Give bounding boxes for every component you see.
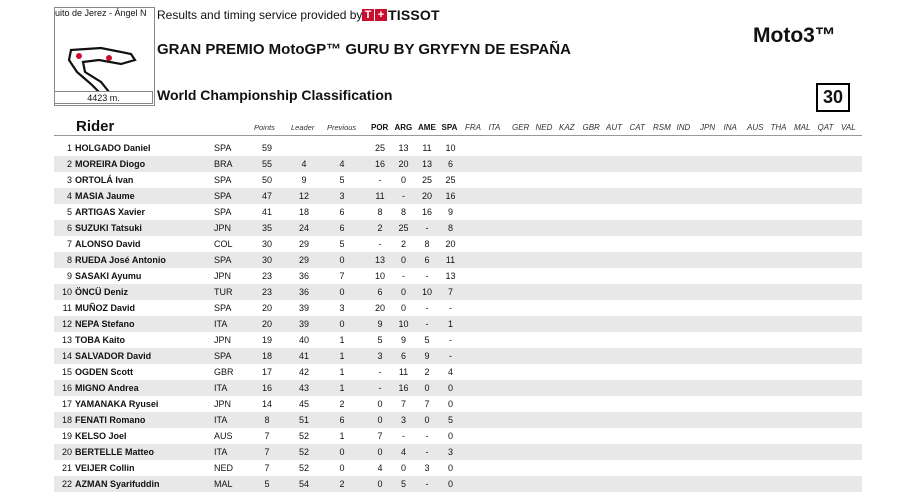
rider-position: 10 [61, 287, 72, 297]
rider-gap-previous: 6 [339, 415, 345, 425]
rider-nation: NED [214, 463, 234, 473]
rider-points: 23 [261, 271, 272, 281]
race-header-rsm: RSM [653, 123, 671, 132]
rider-name: ORTOLÁ Ivan [75, 175, 134, 185]
table-row [54, 460, 862, 476]
rider-gap-leader: 54 [298, 479, 309, 489]
race-points-ame: 10 [421, 287, 432, 297]
race-points-por: - [378, 239, 382, 249]
rider-gap-previous: 1 [339, 431, 345, 441]
rider-nation: ITA [214, 319, 228, 329]
rider-gap-leader: 9 [301, 175, 307, 185]
rider-name: NEPA Stefano [75, 319, 135, 329]
rider-nation: SPA [214, 191, 232, 201]
rider-nation: COL [214, 239, 233, 249]
rider-points: 59 [261, 143, 272, 153]
rider-gap-leader: 45 [298, 399, 309, 409]
rider-name: MUÑOZ David [75, 303, 136, 313]
race-points-arg: 5 [400, 479, 406, 489]
rider-name: SALVADOR David [75, 351, 152, 361]
table-row [54, 316, 862, 332]
table-row [54, 300, 862, 316]
rider-gap-leader: 29 [298, 239, 309, 249]
rider-position: 5 [66, 207, 72, 217]
rider-position: 9 [66, 271, 72, 281]
race-points-spa: 0 [447, 463, 453, 473]
race-points-por: 9 [377, 319, 383, 329]
event-title: GRAN PREMIO MotoGP™ GURU BY GRYFYN DE ESPAÑA [157, 41, 571, 58]
race-points-ame: 25 [421, 175, 432, 185]
track-map-icon [61, 20, 147, 98]
race-points-ame: 6 [424, 255, 430, 265]
table-row [54, 236, 862, 252]
race-header-gbr: GBR [582, 123, 600, 132]
table-row [54, 220, 862, 236]
table-row [54, 332, 862, 348]
race-points-spa: - [449, 351, 452, 361]
race-points-por: 0 [377, 479, 383, 489]
rider-position: 15 [61, 367, 72, 377]
race-header-kaz: KAZ [559, 123, 575, 132]
race-header-arg: ARG [394, 123, 413, 132]
rider-position: 21 [61, 463, 72, 473]
rider-gap-leader: 52 [298, 463, 309, 473]
rider-name: VEIJER Collin [75, 463, 135, 473]
race-points-ame: 3 [424, 463, 430, 473]
rider-position: 20 [61, 447, 72, 457]
race-points-por: 6 [377, 287, 383, 297]
race-header-mal: MAL [794, 123, 811, 132]
table-row [54, 284, 862, 300]
race-header-qat: QAT [817, 123, 834, 132]
rider-gap-previous: 1 [339, 367, 345, 377]
rider-gap-leader: 41 [298, 351, 309, 361]
rider-nation: BRA [214, 159, 233, 169]
race-points-por: 10 [374, 271, 385, 281]
rider-nation: ITA [214, 415, 228, 425]
race-points-ame: - [425, 447, 429, 457]
table-row [54, 348, 862, 364]
rider-position: 18 [61, 415, 72, 425]
rider-gap-leader: 43 [298, 383, 309, 393]
tissot-cross-icon: + [375, 9, 387, 21]
race-points-spa: 9 [447, 207, 453, 217]
rider-position: 2 [66, 159, 72, 169]
page-subtitle: World Championship Classification [157, 87, 393, 103]
rider-nation: JPN [214, 223, 232, 233]
rider-gap-previous: 3 [339, 303, 345, 313]
rider-name: MOREIRA Diogo [75, 159, 146, 169]
rider-gap-leader: 36 [298, 271, 309, 281]
rider-position: 1 [66, 143, 72, 153]
race-points-por: - [378, 175, 382, 185]
previous-header: Previous [327, 123, 357, 132]
rider-name: TOBA Kaito [75, 335, 126, 345]
rider-position: 16 [61, 383, 72, 393]
race-points-ame: 16 [421, 207, 432, 217]
race-points-spa: 25 [445, 175, 456, 185]
rider-name: SASAKI Ayumu [75, 271, 142, 281]
race-header-cat: CAT [629, 123, 645, 132]
rider-nation: GBR [214, 367, 234, 377]
race-points-spa: 5 [447, 415, 453, 425]
race-points-ame: - [425, 431, 429, 441]
race-points-ame: 13 [421, 159, 432, 169]
rider-gap-leader: 39 [298, 319, 309, 329]
round-badge: 30 [816, 83, 850, 112]
race-points-ame: 2 [424, 367, 430, 377]
race-points-arg: 0 [400, 175, 406, 185]
rider-gap-previous: 0 [339, 447, 345, 457]
table-header [54, 118, 862, 136]
race-points-por: 13 [374, 255, 385, 265]
rider-gap-leader: 4 [301, 159, 307, 169]
race-points-arg: 0 [400, 287, 406, 297]
rider-gap-leader: 40 [298, 335, 309, 345]
table-row [54, 156, 862, 172]
rider-name: OGDEN Scott [75, 367, 134, 377]
leader-header: Leader [291, 123, 315, 132]
race-header-ita: ITA [488, 123, 501, 132]
race-points-spa: - [449, 335, 452, 345]
rider-name: MASIA Jaume [75, 191, 135, 201]
race-points-spa: - [449, 303, 452, 313]
race-points-arg: 11 [398, 367, 409, 377]
rider-position: 22 [61, 479, 72, 489]
category-title: Moto3™ [753, 24, 836, 47]
table-row [54, 412, 862, 428]
race-points-arg: 7 [400, 399, 406, 409]
race-points-ame: 0 [424, 415, 430, 425]
race-points-ame: - [425, 479, 429, 489]
table-row [54, 364, 862, 380]
race-points-por: 0 [377, 415, 383, 425]
rider-gap-leader: 24 [298, 223, 309, 233]
rider-gap-previous: 0 [339, 463, 345, 473]
race-points-ame: 8 [424, 239, 430, 249]
table-row [54, 172, 862, 188]
rider-nation: SPA [214, 175, 232, 185]
rider-position: 13 [61, 335, 72, 345]
race-points-arg: 4 [400, 447, 406, 457]
race-header-ger: GER [512, 123, 530, 132]
rider-position: 12 [61, 319, 72, 329]
race-points-por: 25 [374, 143, 385, 153]
race-points-arg: 9 [400, 335, 406, 345]
rider-name: ALONSO David [75, 239, 141, 249]
rider-points: 55 [261, 159, 272, 169]
race-points-arg: 3 [400, 415, 406, 425]
rider-gap-leader: 18 [298, 207, 309, 217]
rider-name: BERTELLE Matteo [75, 447, 155, 457]
rider-gap-previous: 5 [339, 239, 345, 249]
race-points-spa: 0 [447, 383, 453, 393]
rider-nation: JPN [214, 271, 232, 281]
race-header-ina: INA [723, 123, 737, 132]
race-points-arg: - [402, 431, 405, 441]
rider-gap-previous: 1 [339, 351, 345, 361]
race-points-spa: 4 [447, 367, 453, 377]
race-points-arg: 8 [400, 207, 406, 217]
table-row [54, 188, 862, 204]
race-points-por: 4 [377, 463, 383, 473]
rider-nation: AUS [214, 431, 233, 441]
rider-points: 17 [261, 367, 272, 377]
rider-nation: ITA [214, 447, 228, 457]
race-points-por: 20 [374, 303, 385, 313]
race-header-aut: AUT [606, 123, 622, 132]
rider-position: 14 [61, 351, 72, 361]
rider-position: 3 [66, 175, 72, 185]
rider-position: 4 [66, 191, 72, 201]
rider-gap-previous: 0 [339, 287, 345, 297]
rider-gap-previous: 1 [339, 335, 345, 345]
rider-points: 18 [261, 351, 272, 361]
table-row [54, 396, 862, 412]
race-header-jpn: JPN [700, 123, 716, 132]
race-points-ame: 9 [424, 351, 430, 361]
rider-points: 35 [261, 223, 272, 233]
race-points-spa: 13 [445, 271, 456, 281]
race-points-spa: 11 [445, 255, 456, 265]
classification-table [54, 140, 862, 492]
rider-position: 17 [61, 399, 72, 409]
rider-points: 14 [261, 399, 272, 409]
race-points-spa: 0 [447, 399, 453, 409]
rider-points: 20 [261, 303, 272, 313]
race-header-val: VAL [841, 123, 856, 132]
rider-gap-leader: 29 [298, 255, 309, 265]
race-points-ame: 11 [422, 143, 432, 153]
race-points-ame: - [425, 303, 429, 313]
rider-gap-leader: 36 [298, 287, 309, 297]
race-points-arg: 25 [398, 223, 409, 233]
table-row [54, 476, 862, 492]
rider-nation: SPA [214, 143, 232, 153]
rider-gap-leader: 51 [298, 415, 309, 425]
rider-name: ARTIGAS Xavier [75, 207, 146, 217]
race-points-arg: 16 [398, 383, 409, 393]
race-points-arg: 0 [400, 463, 406, 473]
race-points-por: - [378, 367, 382, 377]
race-points-spa: 10 [445, 143, 456, 153]
race-points-spa: 20 [445, 239, 456, 249]
race-points-spa: 1 [447, 319, 453, 329]
race-points-por: 11 [375, 191, 385, 201]
rider-gap-previous: 5 [339, 175, 345, 185]
race-points-por: 0 [377, 447, 383, 457]
race-points-spa: 6 [447, 159, 453, 169]
rider-gap-leader: 12 [298, 191, 309, 201]
rider-gap-previous: 2 [339, 479, 345, 489]
rider-gap-leader: 52 [298, 447, 309, 457]
race-points-por: 16 [374, 159, 385, 169]
rider-gap-leader: 52 [298, 431, 309, 441]
race-points-ame: 20 [421, 191, 432, 201]
rider-nation: TUR [214, 287, 233, 297]
rider-header: Rider [76, 118, 115, 135]
rider-points: 30 [261, 255, 272, 265]
rider-gap-previous: 6 [339, 207, 345, 217]
rider-points: 7 [264, 431, 270, 441]
race-points-spa: 7 [447, 287, 453, 297]
rider-points: 41 [261, 207, 272, 217]
rider-position: 6 [66, 223, 72, 233]
rider-name: ÖNCÜ Deniz [75, 287, 129, 297]
race-header-spa: SPA [441, 123, 458, 132]
rider-gap-previous: 2 [339, 399, 345, 409]
rider-position: 11 [62, 303, 72, 313]
table-row [54, 380, 862, 396]
race-points-ame: 0 [424, 383, 430, 393]
tissot-logo [362, 7, 440, 23]
race-header-ame: AME [418, 123, 436, 132]
table-row [54, 140, 862, 156]
race-points-por: 0 [377, 399, 383, 409]
rider-points: 30 [261, 239, 272, 249]
rider-name: AZMAN Syarifuddin [75, 479, 160, 489]
race-points-spa: 0 [447, 479, 453, 489]
rider-gap-leader: 39 [298, 303, 309, 313]
race-points-ame: 7 [424, 399, 430, 409]
race-points-arg: 0 [400, 255, 406, 265]
table-row [54, 444, 862, 460]
race-points-spa: 8 [447, 223, 453, 233]
rider-points: 7 [264, 447, 270, 457]
race-header-fra: FRA [465, 123, 481, 132]
race-points-spa: 0 [447, 431, 453, 441]
rider-position: 19 [61, 431, 72, 441]
race-points-por: 5 [377, 335, 383, 345]
tissot-mark: T [362, 9, 374, 21]
rider-points: 8 [264, 415, 270, 425]
race-points-arg: 20 [398, 159, 409, 169]
race-header-ind: IND [676, 123, 691, 132]
rider-points: 19 [261, 335, 272, 345]
rider-points: 16 [261, 383, 272, 393]
rider-nation: JPN [214, 335, 232, 345]
table-row [54, 252, 862, 268]
race-points-arg: 10 [398, 319, 409, 329]
rider-nation: SPA [214, 351, 232, 361]
rider-nation: SPA [214, 255, 232, 265]
rider-nation: ITA [214, 383, 228, 393]
rider-points: 5 [264, 479, 270, 489]
rider-name: HOLGADO Daniel [75, 143, 151, 153]
race-points-por: 8 [377, 207, 383, 217]
rider-name: MIGNO Andrea [75, 383, 139, 393]
race-points-ame: - [425, 271, 429, 281]
tissot-text: TISSOT [388, 7, 440, 23]
race-header-tha: THA [770, 123, 787, 132]
race-points-arg: 2 [400, 239, 406, 249]
race-points-arg: - [402, 271, 405, 281]
race-points-arg: 0 [400, 303, 406, 313]
race-points-arg: 6 [400, 351, 406, 361]
rider-gap-previous: 7 [339, 271, 345, 281]
provided-text: Results and timing service provided by [157, 8, 363, 22]
rider-gap-previous: 3 [339, 191, 345, 201]
rider-name: KELSO Joel [75, 431, 127, 441]
race-points-spa: 16 [445, 191, 456, 201]
rider-name: YAMANAKA Ryusei [75, 399, 159, 409]
rider-gap-previous: 0 [339, 255, 345, 265]
race-points-arg: - [402, 191, 405, 201]
rider-gap-previous: 1 [339, 383, 345, 393]
table-row [54, 268, 862, 284]
rider-gap-previous: 6 [339, 223, 345, 233]
race-header-aus: AUS [747, 123, 764, 132]
race-points-por: 3 [377, 351, 383, 361]
rider-points: 23 [261, 287, 272, 297]
race-points-spa: 3 [447, 447, 453, 457]
race-points-por: 2 [377, 223, 383, 233]
race-points-ame: 5 [424, 335, 430, 345]
race-points-arg: 13 [398, 143, 409, 153]
track-name: uito de Jerez - Ángel N [55, 8, 147, 18]
rider-name: SUZUKI Tatsuki [75, 223, 142, 233]
rider-position: 8 [66, 255, 72, 265]
track-length: 4423 m. [54, 91, 153, 104]
rider-gap-previous: 0 [339, 319, 345, 329]
rider-nation: SPA [214, 303, 232, 313]
rider-name: RUEDA José Antonio [75, 255, 166, 265]
race-points-ame: - [425, 319, 429, 329]
race-points-ame: - [425, 223, 429, 233]
rider-nation: JPN [214, 399, 232, 409]
table-row [54, 428, 862, 444]
rider-points: 47 [261, 191, 272, 201]
rider-gap-leader: 42 [298, 367, 309, 377]
race-points-por: - [378, 383, 382, 393]
rider-nation: SPA [214, 207, 232, 217]
rider-points: 20 [261, 319, 272, 329]
points-header: Points [254, 123, 275, 132]
rider-position: 7 [66, 239, 72, 249]
rider-name: FENATI Romano [75, 415, 146, 425]
table-row [54, 204, 862, 220]
rider-nation: MAL [214, 479, 233, 489]
race-points-por: 7 [377, 431, 383, 441]
rider-gap-previous: 4 [339, 159, 345, 169]
race-header-por: POR [371, 123, 389, 132]
race-header-ned: NED [535, 123, 553, 132]
rider-points: 7 [264, 463, 270, 473]
rider-points: 50 [261, 175, 272, 185]
